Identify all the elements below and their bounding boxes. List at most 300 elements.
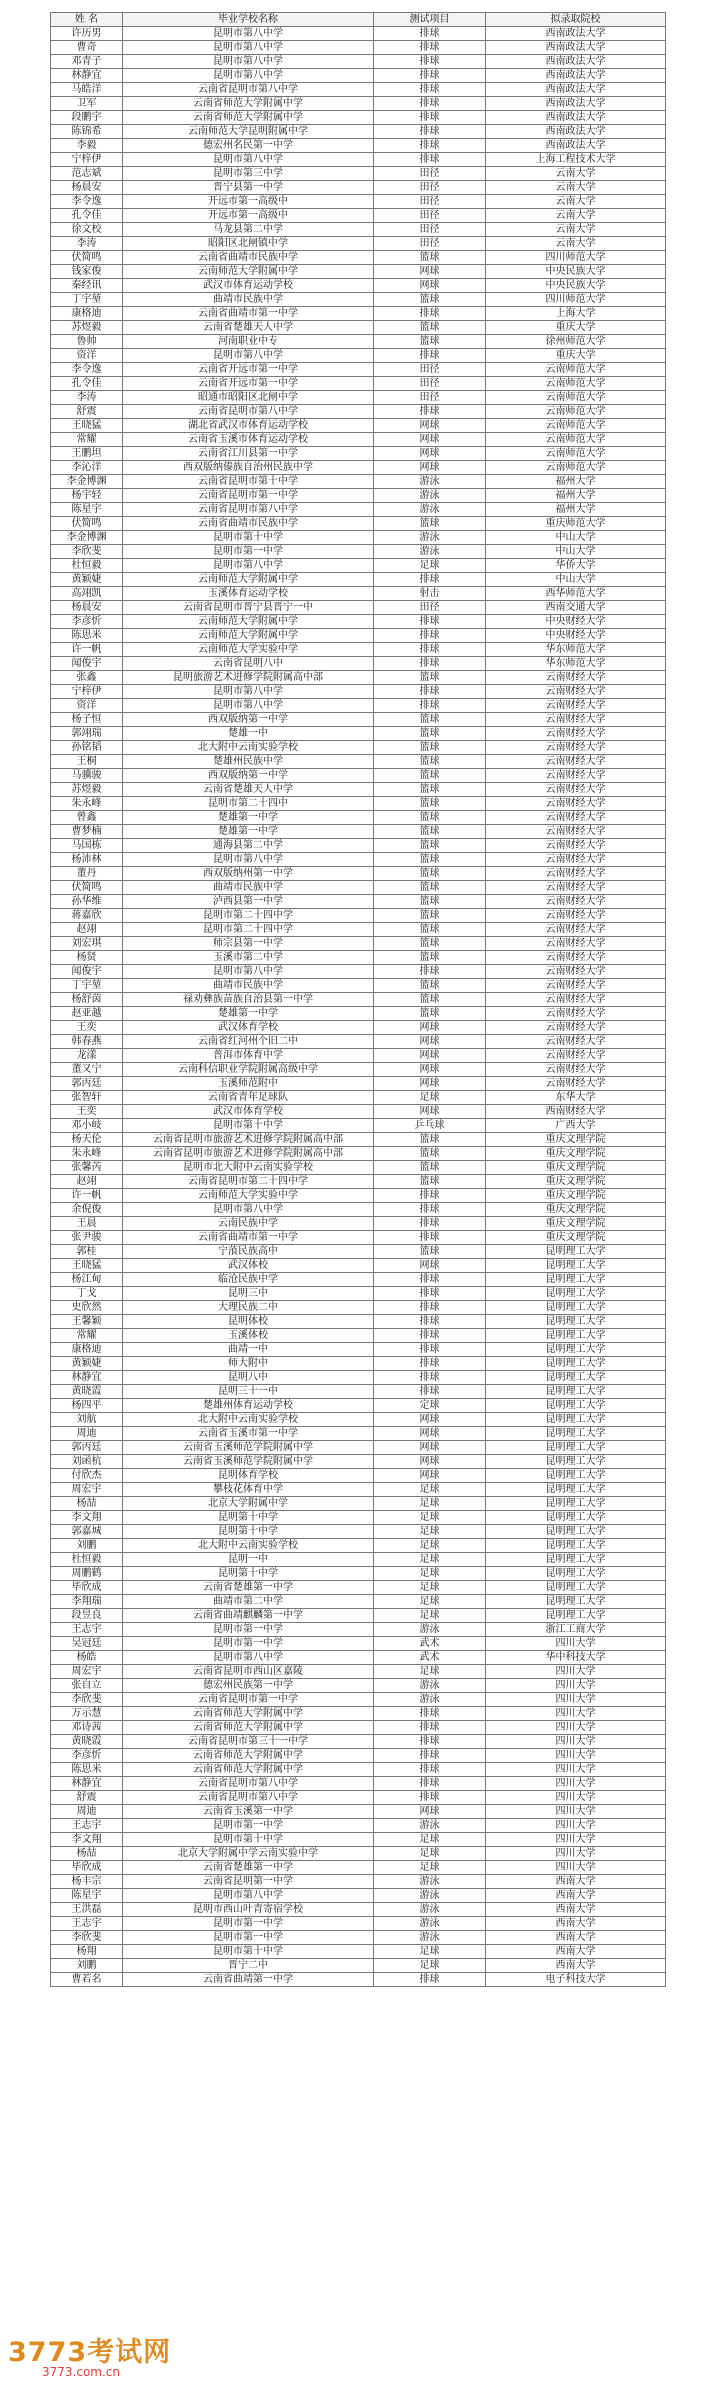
cell-university: 重庆大学 bbox=[486, 349, 666, 363]
cell-name: 张馨芮 bbox=[51, 1161, 123, 1175]
cell-test-item: 排球 bbox=[374, 83, 486, 97]
table-row bbox=[51, 727, 666, 741]
cell-test-item: 排球 bbox=[374, 629, 486, 643]
cell-university: 西南政法大学 bbox=[486, 139, 666, 153]
cell-name: 王志宇 bbox=[51, 1917, 123, 1931]
table-row bbox=[51, 531, 666, 545]
cell-name: 周宏宇 bbox=[51, 1483, 123, 1497]
cell-school: 湖北省武汉市体育运动学校 bbox=[123, 419, 374, 433]
table-row bbox=[51, 1329, 666, 1343]
cell-university: 云南财经大学 bbox=[486, 713, 666, 727]
table-row bbox=[51, 1525, 666, 1539]
cell-test-item: 田径 bbox=[374, 181, 486, 195]
table-row bbox=[51, 1707, 666, 1721]
table-row bbox=[51, 1287, 666, 1301]
cell-school: 晋宁二中 bbox=[123, 1959, 374, 1973]
cell-name: 宁梓伊 bbox=[51, 153, 123, 167]
cell-test-item: 定球 bbox=[374, 1399, 486, 1413]
cell-test-item: 排球 bbox=[374, 1735, 486, 1749]
cell-name: 杨四平 bbox=[51, 1399, 123, 1413]
cell-test-item: 篮球 bbox=[374, 251, 486, 265]
cell-test-item: 网球 bbox=[374, 1105, 486, 1119]
cell-test-item: 田径 bbox=[374, 223, 486, 237]
cell-university: 昆明理工大学 bbox=[486, 1497, 666, 1511]
cell-university: 华东师范大学 bbox=[486, 643, 666, 657]
cell-test-item: 足球 bbox=[374, 1595, 486, 1609]
cell-university: 昆明理工大学 bbox=[486, 1259, 666, 1273]
cell-university: 云南财经大学 bbox=[486, 881, 666, 895]
cell-school: 云南省昆明市晋宁县晋宁一中 bbox=[123, 601, 374, 615]
cell-school: 云南省玉溪第一中学 bbox=[123, 1805, 374, 1819]
cell-university: 重庆文理学院 bbox=[486, 1231, 666, 1245]
cell-name: 徐文校 bbox=[51, 223, 123, 237]
cell-school: 云南省昆明市第一中学 bbox=[123, 489, 374, 503]
cell-test-item: 篮球 bbox=[374, 1245, 486, 1259]
cell-name: 黄晓霞 bbox=[51, 1385, 123, 1399]
cell-university: 四川大学 bbox=[486, 1665, 666, 1679]
table-row bbox=[51, 1413, 666, 1427]
table-row bbox=[51, 1063, 666, 1077]
cell-name: 伏简鸣 bbox=[51, 881, 123, 895]
cell-name: 史欣然 bbox=[51, 1301, 123, 1315]
cell-school: 云南科信职业学院附属高级中学 bbox=[123, 1063, 374, 1077]
cell-school: 西双版纳第一中学 bbox=[123, 769, 374, 783]
cell-name: 林静宜 bbox=[51, 1371, 123, 1385]
cell-school: 楚雄第一中学 bbox=[123, 811, 374, 825]
cell-school: 云南省曲靖市第一中学 bbox=[123, 1231, 374, 1245]
cell-name: 康格迪 bbox=[51, 1343, 123, 1357]
cell-university: 云南财经大学 bbox=[486, 783, 666, 797]
cell-name: 杨天伦 bbox=[51, 1133, 123, 1147]
table-row bbox=[51, 657, 666, 671]
cell-university: 昆明理工大学 bbox=[486, 1581, 666, 1595]
cell-name: 许历男 bbox=[51, 27, 123, 41]
cell-name: 董又宁 bbox=[51, 1063, 123, 1077]
cell-university: 电子科技大学 bbox=[486, 1973, 666, 1987]
table-row bbox=[51, 111, 666, 125]
cell-university: 西南政法大学 bbox=[486, 27, 666, 41]
cell-name: 陈思米 bbox=[51, 1763, 123, 1777]
cell-university: 云南财经大学 bbox=[486, 979, 666, 993]
cell-name: 李翔瑞 bbox=[51, 1595, 123, 1609]
table-row bbox=[51, 1973, 666, 1987]
cell-university: 云南师范大学 bbox=[486, 447, 666, 461]
cell-test-item: 排球 bbox=[374, 1287, 486, 1301]
table-row bbox=[51, 1945, 666, 1959]
cell-test-item: 足球 bbox=[374, 1091, 486, 1105]
cell-name: 陈思米 bbox=[51, 629, 123, 643]
cell-university: 西南政法大学 bbox=[486, 111, 666, 125]
cell-university: 云南师范大学 bbox=[486, 419, 666, 433]
cell-school: 昆明第十中学 bbox=[123, 1567, 374, 1581]
cell-university: 四川师范大学 bbox=[486, 251, 666, 265]
table-row bbox=[51, 27, 666, 41]
cell-school: 北大附中云南实验学校 bbox=[123, 1413, 374, 1427]
table-row bbox=[51, 1357, 666, 1371]
cell-name: 孙铭韬 bbox=[51, 741, 123, 755]
table-header-row bbox=[51, 13, 666, 27]
cell-school: 昆明市第八中学 bbox=[123, 41, 374, 55]
cell-university: 四川大学 bbox=[486, 1791, 666, 1805]
table-row bbox=[51, 1007, 666, 1021]
cell-name: 杨喆 bbox=[51, 1497, 123, 1511]
table-row bbox=[51, 279, 666, 293]
table-row bbox=[51, 1119, 666, 1133]
cell-university: 重庆文理学院 bbox=[486, 1161, 666, 1175]
cell-test-item: 网球 bbox=[374, 1805, 486, 1819]
table-row bbox=[51, 391, 666, 405]
table-row bbox=[51, 1665, 666, 1679]
cell-name: 资洋 bbox=[51, 699, 123, 713]
table-row bbox=[51, 755, 666, 769]
cell-school: 昆明第十中学 bbox=[123, 1511, 374, 1525]
cell-test-item: 游泳 bbox=[374, 489, 486, 503]
cell-name: 丁宇堃 bbox=[51, 293, 123, 307]
cell-university: 云南财经大学 bbox=[486, 1049, 666, 1063]
cell-test-item: 排球 bbox=[374, 965, 486, 979]
cell-name: 李令逸 bbox=[51, 363, 123, 377]
table-row bbox=[51, 1343, 666, 1357]
cell-test-item: 排球 bbox=[374, 1763, 486, 1777]
cell-university: 昆明理工大学 bbox=[486, 1455, 666, 1469]
cell-test-item: 篮球 bbox=[374, 811, 486, 825]
cell-test-item: 篮球 bbox=[374, 1161, 486, 1175]
cell-university: 四川大学 bbox=[486, 1861, 666, 1875]
cell-name: 林静宜 bbox=[51, 69, 123, 83]
cell-school: 云南省曲靖市民族中学 bbox=[123, 517, 374, 531]
cell-name: 曾鑫 bbox=[51, 811, 123, 825]
cell-test-item: 排球 bbox=[374, 1343, 486, 1357]
cell-school: 云南省师范大学附属中学 bbox=[123, 1749, 374, 1763]
cell-name: 王晓猛 bbox=[51, 1259, 123, 1273]
cell-university: 昆明理工大学 bbox=[486, 1329, 666, 1343]
cell-school: 云南省昆明市第八中学 bbox=[123, 1777, 374, 1791]
cell-university: 西南大学 bbox=[486, 1917, 666, 1931]
cell-name: 毕欣成 bbox=[51, 1581, 123, 1595]
cell-name: 孙华维 bbox=[51, 895, 123, 909]
cell-name: 杨晨安 bbox=[51, 601, 123, 615]
table-row bbox=[51, 1847, 666, 1861]
cell-name: 杨舒茵 bbox=[51, 993, 123, 1007]
table-row bbox=[51, 1777, 666, 1791]
cell-name: 曹梦楠 bbox=[51, 825, 123, 839]
cell-university: 华中科技大学 bbox=[486, 1651, 666, 1665]
cell-university: 四川大学 bbox=[486, 1763, 666, 1777]
cell-test-item: 排球 bbox=[374, 27, 486, 41]
cell-name: 李彦忻 bbox=[51, 1749, 123, 1763]
cell-school: 玉溪体校 bbox=[123, 1329, 374, 1343]
cell-school: 昆明市第二十四中学 bbox=[123, 909, 374, 923]
table-row bbox=[51, 1483, 666, 1497]
cell-name: 秦经讯 bbox=[51, 279, 123, 293]
table-row bbox=[51, 1511, 666, 1525]
cell-test-item: 篮球 bbox=[374, 923, 486, 937]
cell-test-item: 田径 bbox=[374, 601, 486, 615]
cell-name: 段鹏宇 bbox=[51, 111, 123, 125]
cell-name: 舒震 bbox=[51, 405, 123, 419]
table-row bbox=[51, 1371, 666, 1385]
cell-test-item: 排球 bbox=[374, 657, 486, 671]
cell-name: 周迪 bbox=[51, 1805, 123, 1819]
cell-school: 西双版纳第一中学 bbox=[123, 713, 374, 727]
cell-university: 云南师范大学 bbox=[486, 391, 666, 405]
cell-name: 杨贤 bbox=[51, 951, 123, 965]
cell-name: 王馨颖 bbox=[51, 1315, 123, 1329]
cell-test-item: 射击 bbox=[374, 587, 486, 601]
cell-name: 王桐 bbox=[51, 755, 123, 769]
table-row bbox=[51, 265, 666, 279]
cell-school: 禄劝彝族苗族自治县第一中学 bbox=[123, 993, 374, 1007]
cell-school: 云南师范大学附属中学 bbox=[123, 265, 374, 279]
cell-school: 昆明市第一中学 bbox=[123, 1623, 374, 1637]
watermark bbox=[8, 2330, 171, 2379]
cell-test-item: 排球 bbox=[374, 405, 486, 419]
cell-school: 昆明市第十中学 bbox=[123, 1119, 374, 1133]
cell-school: 昆明市第八中学 bbox=[123, 55, 374, 69]
cell-test-item: 排球 bbox=[374, 1707, 486, 1721]
table-row bbox=[51, 741, 666, 755]
cell-university: 福州大学 bbox=[486, 475, 666, 489]
cell-name: 黄颖婕 bbox=[51, 1357, 123, 1371]
cell-test-item: 排球 bbox=[374, 1231, 486, 1245]
cell-school: 昆明市第一中学 bbox=[123, 1637, 374, 1651]
cell-name: 许一帆 bbox=[51, 643, 123, 657]
admission-table bbox=[50, 12, 666, 1987]
cell-school: 昆明市第八中学 bbox=[123, 685, 374, 699]
cell-name: 闻俊宇 bbox=[51, 657, 123, 671]
table-body bbox=[51, 27, 666, 1987]
cell-name: 杨江甸 bbox=[51, 1273, 123, 1287]
table-row bbox=[51, 1497, 666, 1511]
table-row bbox=[51, 1441, 666, 1455]
table-row bbox=[51, 881, 666, 895]
cell-university: 西华师范大学 bbox=[486, 587, 666, 601]
cell-name: 杨沛林 bbox=[51, 853, 123, 867]
cell-university: 西南大学 bbox=[486, 1945, 666, 1959]
cell-name: 李涛 bbox=[51, 237, 123, 251]
cell-university: 西南政法大学 bbox=[486, 69, 666, 83]
cell-university: 云南财经大学 bbox=[486, 1035, 666, 1049]
table-row bbox=[51, 1651, 666, 1665]
cell-name: 李文翔 bbox=[51, 1833, 123, 1847]
cell-school: 云南师范大学附属中学 bbox=[123, 615, 374, 629]
cell-name: 李欣斐 bbox=[51, 1693, 123, 1707]
table-row bbox=[51, 601, 666, 615]
cell-name: 刘宏琪 bbox=[51, 937, 123, 951]
cell-test-item: 田径 bbox=[374, 167, 486, 181]
table-row bbox=[51, 223, 666, 237]
cell-name: 伏简鸣 bbox=[51, 251, 123, 265]
cell-school: 云南省玉溪师范学院附属中学 bbox=[123, 1441, 374, 1455]
cell-university: 重庆文理学院 bbox=[486, 1175, 666, 1189]
table-row bbox=[51, 433, 666, 447]
cell-test-item: 游泳 bbox=[374, 1819, 486, 1833]
cell-name: 王鹏坦 bbox=[51, 447, 123, 461]
cell-school: 昆明体校 bbox=[123, 1315, 374, 1329]
cell-school: 开远市第一高级中 bbox=[123, 209, 374, 223]
cell-test-item: 排球 bbox=[374, 1273, 486, 1287]
cell-school: 云南省楚雄天人中学 bbox=[123, 321, 374, 335]
cell-university: 云南财经大学 bbox=[486, 769, 666, 783]
cell-name: 邓青子 bbox=[51, 55, 123, 69]
cell-name: 马皓洋 bbox=[51, 83, 123, 97]
cell-test-item: 篮球 bbox=[374, 741, 486, 755]
watermark-url: 3773.com.cn bbox=[42, 2365, 120, 2379]
table-row bbox=[51, 615, 666, 629]
cell-name: 李沁洋 bbox=[51, 461, 123, 475]
cell-university: 云南财经大学 bbox=[486, 1007, 666, 1021]
cell-test-item: 排球 bbox=[374, 153, 486, 167]
cell-name: 余倪俊 bbox=[51, 1203, 123, 1217]
cell-school: 云南省开远市第一中学 bbox=[123, 363, 374, 377]
table-row bbox=[51, 1035, 666, 1049]
cell-name: 宁梓伊 bbox=[51, 685, 123, 699]
cell-name: 杜恒毅 bbox=[51, 559, 123, 573]
cell-university: 四川大学 bbox=[486, 1805, 666, 1819]
table-row bbox=[51, 405, 666, 419]
table-row bbox=[51, 1609, 666, 1623]
cell-school: 昆明市第一中学 bbox=[123, 1819, 374, 1833]
cell-name: 高翊凯 bbox=[51, 587, 123, 601]
cell-name: 孔令佳 bbox=[51, 209, 123, 223]
cell-name: 马国栋 bbox=[51, 839, 123, 853]
cell-university: 上海大学 bbox=[486, 307, 666, 321]
table-row bbox=[51, 447, 666, 461]
cell-test-item: 篮球 bbox=[374, 713, 486, 727]
cell-school: 曲靖一中 bbox=[123, 1343, 374, 1357]
table-row bbox=[51, 811, 666, 825]
cell-test-item: 游泳 bbox=[374, 1679, 486, 1693]
cell-school: 昆明市第八中学 bbox=[123, 559, 374, 573]
cell-university: 昆明理工大学 bbox=[486, 1287, 666, 1301]
cell-name: 李毅 bbox=[51, 139, 123, 153]
cell-school: 云南省楚雄第一中学 bbox=[123, 1581, 374, 1595]
table-row bbox=[51, 993, 666, 1007]
cell-name: 杨皓 bbox=[51, 1651, 123, 1665]
cell-university: 四川大学 bbox=[486, 1707, 666, 1721]
cell-test-item: 篮球 bbox=[374, 839, 486, 853]
cell-school: 昆明市第十中学 bbox=[123, 1945, 374, 1959]
table-row bbox=[51, 55, 666, 69]
cell-test-item: 排球 bbox=[374, 55, 486, 69]
cell-name: 郭丙廷 bbox=[51, 1441, 123, 1455]
table-row bbox=[51, 321, 666, 335]
cell-university: 西南政法大学 bbox=[486, 83, 666, 97]
table-row bbox=[51, 1959, 666, 1973]
cell-test-item: 篮球 bbox=[374, 909, 486, 923]
cell-school: 云南省曲靖市第一中学 bbox=[123, 307, 374, 321]
cell-name: 刘函杭 bbox=[51, 1455, 123, 1469]
table-row bbox=[51, 1819, 666, 1833]
cell-name: 舒震 bbox=[51, 1791, 123, 1805]
cell-university: 西南大学 bbox=[486, 1875, 666, 1889]
table-row bbox=[51, 1693, 666, 1707]
cell-university: 云南大学 bbox=[486, 167, 666, 181]
cell-test-item: 排球 bbox=[374, 1371, 486, 1385]
cell-name: 许一帆 bbox=[51, 1189, 123, 1203]
cell-school: 昭通市昭阳区北闸中学 bbox=[123, 391, 374, 405]
cell-university: 云南师范大学 bbox=[486, 433, 666, 447]
cell-name: 苏煜毅 bbox=[51, 321, 123, 335]
cell-university: 云南财经大学 bbox=[486, 951, 666, 965]
cell-name: 邓诗茜 bbox=[51, 1721, 123, 1735]
cell-school: 昆明八中 bbox=[123, 1371, 374, 1385]
cell-university: 昆明理工大学 bbox=[486, 1371, 666, 1385]
cell-school: 武汉体育学校 bbox=[123, 1021, 374, 1035]
cell-name: 万示慧 bbox=[51, 1707, 123, 1721]
cell-school: 云南省昆明市第八中学 bbox=[123, 83, 374, 97]
cell-name: 黄晓霞 bbox=[51, 1735, 123, 1749]
cell-school: 攀枝花体育中学 bbox=[123, 1483, 374, 1497]
cell-university: 云南财经大学 bbox=[486, 867, 666, 881]
cell-university: 中央民族大学 bbox=[486, 279, 666, 293]
cell-test-item: 排球 bbox=[374, 1189, 486, 1203]
cell-school: 北京大学附属中学云南实验中学 bbox=[123, 1847, 374, 1861]
cell-university: 云南师范大学 bbox=[486, 405, 666, 419]
table-row bbox=[51, 1105, 666, 1119]
cell-university: 西南财经大学 bbox=[486, 1105, 666, 1119]
table-row bbox=[51, 419, 666, 433]
table-row bbox=[51, 489, 666, 503]
cell-university: 昆明理工大学 bbox=[486, 1273, 666, 1287]
table-row bbox=[51, 125, 666, 139]
cell-test-item: 足球 bbox=[374, 1861, 486, 1875]
cell-name: 邓小岐 bbox=[51, 1119, 123, 1133]
table-row bbox=[51, 503, 666, 517]
header-name: 姓 名 bbox=[51, 13, 123, 27]
cell-name: 李金博渊 bbox=[51, 531, 123, 545]
table-row bbox=[51, 1735, 666, 1749]
table-row bbox=[51, 1175, 666, 1189]
cell-test-item: 田径 bbox=[374, 209, 486, 223]
cell-school: 大理民族二中 bbox=[123, 1301, 374, 1315]
table-row bbox=[51, 1161, 666, 1175]
cell-school: 昆明市第八中学 bbox=[123, 853, 374, 867]
table-row bbox=[51, 1021, 666, 1035]
table-row bbox=[51, 1679, 666, 1693]
cell-test-item: 篮球 bbox=[374, 993, 486, 1007]
cell-name: 董丹 bbox=[51, 867, 123, 881]
table-row bbox=[51, 825, 666, 839]
cell-school: 昆明一中 bbox=[123, 1553, 374, 1567]
cell-school: 云南省昆明市旅游艺术进修学院附属高中部 bbox=[123, 1133, 374, 1147]
table-row bbox=[51, 1875, 666, 1889]
cell-test-item: 网球 bbox=[374, 1441, 486, 1455]
cell-name: 李欣斐 bbox=[51, 1931, 123, 1945]
cell-test-item: 网球 bbox=[374, 461, 486, 475]
cell-school: 武汉市体育学校 bbox=[123, 1105, 374, 1119]
cell-school: 云南省昆明市第三十一中学 bbox=[123, 1735, 374, 1749]
cell-school: 马龙县第二中学 bbox=[123, 223, 374, 237]
cell-test-item: 篮球 bbox=[374, 755, 486, 769]
cell-school: 昆明市第二十四中 bbox=[123, 797, 374, 811]
cell-university: 中山大学 bbox=[486, 573, 666, 587]
cell-school: 师大附中 bbox=[123, 1357, 374, 1371]
cell-university: 昆明理工大学 bbox=[486, 1357, 666, 1371]
cell-test-item: 足球 bbox=[374, 1959, 486, 1973]
cell-name: 周鹏鹤 bbox=[51, 1567, 123, 1581]
cell-test-item: 排球 bbox=[374, 685, 486, 699]
cell-name: 范志斌 bbox=[51, 167, 123, 181]
cell-university: 云南师范大学 bbox=[486, 461, 666, 475]
cell-test-item: 游泳 bbox=[374, 1903, 486, 1917]
cell-name: 常耀 bbox=[51, 1329, 123, 1343]
cell-school: 楚雄第一中学 bbox=[123, 1007, 374, 1021]
table-row bbox=[51, 1399, 666, 1413]
table-row bbox=[51, 951, 666, 965]
table-row bbox=[51, 1763, 666, 1777]
cell-school: 云南省楚雄天人中学 bbox=[123, 783, 374, 797]
